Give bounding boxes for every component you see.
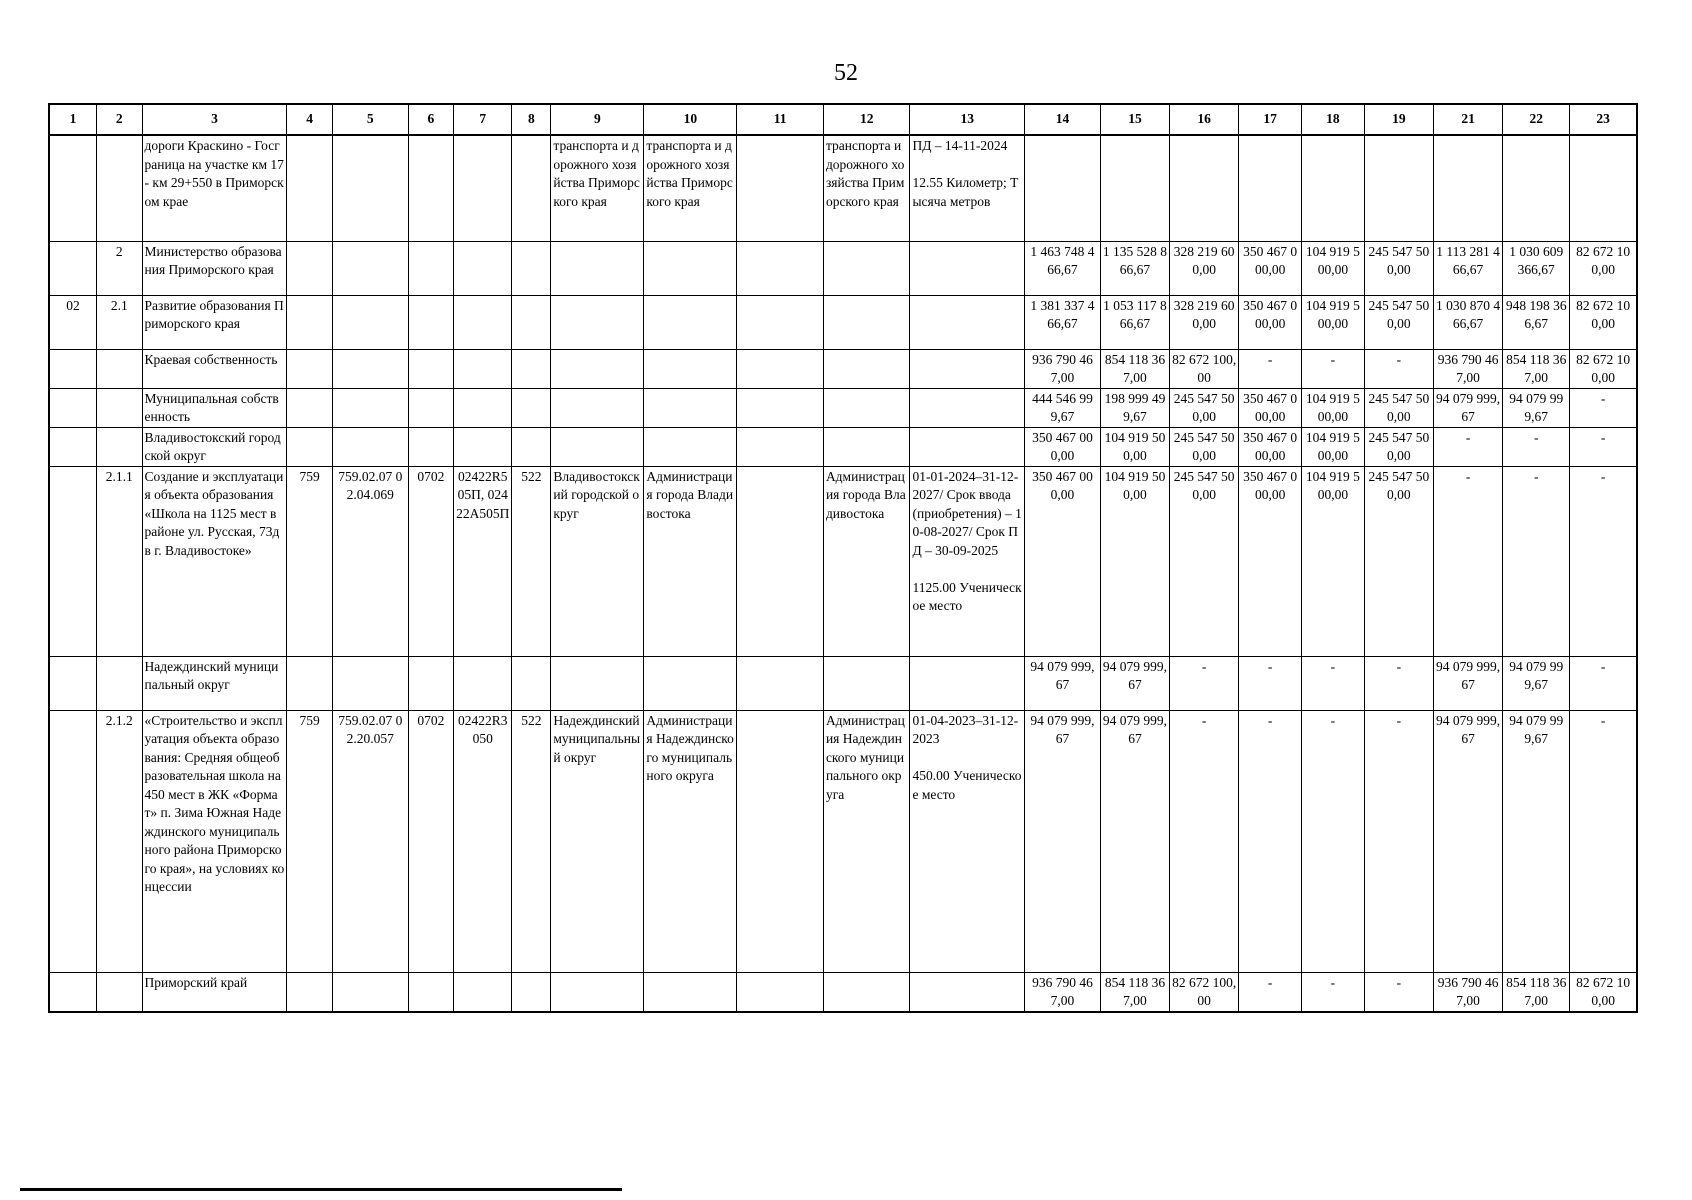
table-cell (408, 388, 453, 427)
table-cell (408, 135, 453, 241)
table-cell (644, 972, 737, 1012)
table-cell: 245 547 500,00 (1364, 241, 1433, 295)
table-cell: 759.02.07 02.20.057 (332, 710, 408, 972)
table-cell: 759 (287, 466, 332, 656)
table-cell (332, 972, 408, 1012)
table-cell (910, 972, 1025, 1012)
table-cell (97, 135, 142, 241)
table-cell: 328 219 600,00 (1170, 295, 1239, 349)
table-cell: - (1503, 427, 1570, 466)
table-cell: 0702 (408, 710, 453, 972)
table-cell: 936 790 467,00 (1433, 349, 1502, 388)
table-cell: - (1239, 656, 1302, 710)
table-cell: 444 546 999,67 (1025, 388, 1101, 427)
column-header: 3 (142, 104, 287, 135)
table-cell (454, 388, 512, 427)
table-cell (512, 295, 551, 349)
table-cell (551, 656, 644, 710)
table-cell: 01-01-2024–31-12-2027/ Срок ввода (приобретения) – 10-08-2027/ Срок ПД – 30-09-2025 1125.00 Ученическое место (910, 466, 1025, 656)
table-cell: - (1364, 349, 1433, 388)
header-row (49, 104, 1637, 135)
column-header: 12 (823, 104, 910, 135)
table-cell: 82 672 100,00 (1570, 972, 1637, 1012)
table-cell: Развитие образования Приморского края (142, 295, 287, 349)
table-cell: 245 547 500,00 (1364, 388, 1433, 427)
table-cell: 328 219 600,00 (1170, 241, 1239, 295)
table-cell (823, 388, 910, 427)
table-cell (512, 349, 551, 388)
table-cell (97, 388, 142, 427)
table-cell: 936 790 467,00 (1025, 972, 1101, 1012)
table-cell (408, 656, 453, 710)
table-cell: Министерство образования Приморского края (142, 241, 287, 295)
table-cell (454, 241, 512, 295)
table-cell (49, 427, 97, 466)
table-cell: «Строительство и эксплуатация объекта образования: Средняя общеобразовательная школа на 450 мест в ЖК «Формат» п. Зима Южная Надеждинского муниципального района Приморского края», на условиях концессии (142, 710, 287, 972)
table-cell (1503, 135, 1570, 241)
table-cell (737, 427, 824, 466)
table-cell: 198 999 499,67 (1100, 388, 1169, 427)
table-row (49, 135, 1637, 241)
column-header: 9 (551, 104, 644, 135)
table-cell (454, 972, 512, 1012)
table-cell: 104 919 500,00 (1100, 427, 1169, 466)
table-row (49, 295, 1637, 349)
table-cell (408, 241, 453, 295)
table-cell: 94 079 999,67 (1433, 388, 1502, 427)
table-cell: 350 467 000,00 (1239, 388, 1302, 427)
table-row (49, 710, 1637, 972)
table-cell (910, 427, 1025, 466)
table-cell: 936 790 467,00 (1433, 972, 1502, 1012)
table-cell (551, 972, 644, 1012)
table-cell: 2.1.2 (97, 710, 142, 972)
table-cell (910, 349, 1025, 388)
table-cell (551, 295, 644, 349)
table-cell (49, 349, 97, 388)
table-cell: Создание и эксплуатация объекта образования «Школа на 1125 мест в районе ул. Русская, 73д в г. Владивостоке» (142, 466, 287, 656)
table-cell: 350 467 000,00 (1025, 466, 1101, 656)
table-cell: 1 030 870 466,67 (1433, 295, 1502, 349)
table-cell: - (1570, 427, 1637, 466)
table-cell: 245 547 500,00 (1364, 295, 1433, 349)
program-table (48, 103, 1638, 1013)
table-cell (512, 135, 551, 241)
table-cell: 2.1.1 (97, 466, 142, 656)
table-cell: 522 (512, 466, 551, 656)
table-cell: 94 079 999,67 (1503, 656, 1570, 710)
table-cell (287, 388, 332, 427)
table-cell: - (1570, 388, 1637, 427)
table-cell: 94 079 999,67 (1100, 710, 1169, 972)
table-cell (512, 972, 551, 1012)
table-cell: 245 547 500,00 (1170, 427, 1239, 466)
table-cell (49, 466, 97, 656)
column-header: 15 (1100, 104, 1169, 135)
table-cell (49, 710, 97, 972)
column-header: 22 (1503, 104, 1570, 135)
table-cell: 522 (512, 710, 551, 972)
table-cell: - (1364, 972, 1433, 1012)
table-cell: 1 113 281 466,67 (1433, 241, 1502, 295)
table-cell (512, 241, 551, 295)
table-cell (551, 427, 644, 466)
table-cell (408, 349, 453, 388)
table-cell (823, 656, 910, 710)
table-row (49, 349, 1637, 388)
table-cell (551, 388, 644, 427)
table-cell (408, 972, 453, 1012)
table-cell: 02422R3050 (454, 710, 512, 972)
table-cell: 1 381 337 466,67 (1025, 295, 1101, 349)
table-cell (823, 427, 910, 466)
table-cell (737, 656, 824, 710)
table-cell (1025, 135, 1101, 241)
table-cell: - (1570, 656, 1637, 710)
column-header: 1 (49, 104, 97, 135)
table-cell: - (1170, 710, 1239, 972)
table-cell: 759 (287, 710, 332, 972)
table-cell: - (1239, 349, 1302, 388)
table-cell: - (1170, 656, 1239, 710)
table-cell (551, 349, 644, 388)
table-cell (332, 295, 408, 349)
table-cell: 94 079 999,67 (1433, 656, 1502, 710)
table-cell (332, 656, 408, 710)
table-cell (644, 427, 737, 466)
table-cell: - (1503, 466, 1570, 656)
table-cell: 02 (49, 295, 97, 349)
column-header: 6 (408, 104, 453, 135)
table-cell: 245 547 500,00 (1170, 388, 1239, 427)
table-cell (49, 241, 97, 295)
table-cell (97, 427, 142, 466)
column-header: 11 (737, 104, 824, 135)
table-cell (1302, 135, 1365, 241)
table-cell: - (1570, 466, 1637, 656)
table-cell: 82 672 100,00 (1170, 972, 1239, 1012)
table-cell (1100, 135, 1169, 241)
table-cell (332, 241, 408, 295)
table-row (49, 466, 1637, 656)
table-cell: Приморский край (142, 972, 287, 1012)
column-header: 8 (512, 104, 551, 135)
table-cell: 245 547 500,00 (1170, 466, 1239, 656)
table-cell: 759.02.07 02.04.069 (332, 466, 408, 656)
table-cell (823, 295, 910, 349)
table-cell: - (1239, 972, 1302, 1012)
table-cell: 02422R505П, 02422A505П (454, 466, 512, 656)
table-cell: 104 919 500,00 (1302, 466, 1365, 656)
table-cell: Владивостокский городской округ (142, 427, 287, 466)
column-header: 19 (1364, 104, 1433, 135)
table-cell (910, 295, 1025, 349)
table-cell (454, 295, 512, 349)
table-cell (332, 427, 408, 466)
table-cell: 94 079 999,67 (1025, 710, 1101, 972)
table-cell: - (1570, 710, 1637, 972)
table-cell (454, 349, 512, 388)
column-header: 21 (1433, 104, 1502, 135)
table-cell (332, 349, 408, 388)
table-cell (512, 427, 551, 466)
table-cell (823, 241, 910, 295)
table-cell: 104 919 500,00 (1302, 241, 1365, 295)
table-cell: дороги Краскино - Госграница на участке км 17 - км 29+550 в Приморском крае (142, 135, 287, 241)
table-cell (287, 135, 332, 241)
footer-rule (20, 1188, 622, 1191)
table-cell: - (1433, 466, 1502, 656)
table-cell: 854 118 367,00 (1100, 349, 1169, 388)
table-cell: 854 118 367,00 (1503, 972, 1570, 1012)
column-header: 10 (644, 104, 737, 135)
table-cell: 94 079 999,67 (1025, 656, 1101, 710)
table-cell: транспорта и дорожного хозяйства Приморского края (823, 135, 910, 241)
table-cell (551, 241, 644, 295)
table-cell: 350 467 000,00 (1239, 241, 1302, 295)
table-cell: 94 079 999,67 (1100, 656, 1169, 710)
table-cell: 245 547 500,00 (1364, 466, 1433, 656)
table-cell: 82 672 100,00 (1170, 349, 1239, 388)
table-cell (49, 135, 97, 241)
column-header: 16 (1170, 104, 1239, 135)
table-cell: - (1239, 710, 1302, 972)
table-cell (1239, 135, 1302, 241)
table-cell: - (1433, 427, 1502, 466)
table-cell (454, 135, 512, 241)
table-cell: 0702 (408, 466, 453, 656)
column-header: 13 (910, 104, 1025, 135)
table-cell: 1 463 748 466,67 (1025, 241, 1101, 295)
column-header: 4 (287, 104, 332, 135)
column-header: 5 (332, 104, 408, 135)
table-cell (910, 388, 1025, 427)
table-cell: ПД – 14-11-2024 12.55 Километр; Тысяча метров (910, 135, 1025, 241)
table-cell (49, 656, 97, 710)
table-cell: 82 672 100,00 (1570, 241, 1637, 295)
table-cell (287, 241, 332, 295)
table-cell (737, 349, 824, 388)
column-header: 7 (454, 104, 512, 135)
table-cell (287, 295, 332, 349)
table-cell: 245 547 500,00 (1364, 427, 1433, 466)
table-body (49, 135, 1637, 1012)
table-cell: - (1302, 972, 1365, 1012)
table-cell: 94 079 999,67 (1433, 710, 1502, 972)
table-row (49, 656, 1637, 710)
table-cell: 104 919 500,00 (1302, 295, 1365, 349)
table-cell (454, 427, 512, 466)
page-number: 52 (834, 60, 858, 86)
table-cell (644, 241, 737, 295)
table-cell: 854 118 367,00 (1503, 349, 1570, 388)
table-cell: 948 198 366,67 (1503, 295, 1570, 349)
table-cell (910, 656, 1025, 710)
table-header (49, 104, 1637, 135)
table-cell: 1 135 528 866,67 (1100, 241, 1169, 295)
table-cell (97, 656, 142, 710)
table-cell: 104 919 500,00 (1302, 427, 1365, 466)
table-cell: 104 919 500,00 (1100, 466, 1169, 656)
table-cell: 854 118 367,00 (1100, 972, 1169, 1012)
table-cell (737, 241, 824, 295)
table-cell (97, 349, 142, 388)
column-header: 2 (97, 104, 142, 135)
table-cell (644, 656, 737, 710)
table-cell (823, 972, 910, 1012)
table-cell (408, 427, 453, 466)
table-cell: Администрация Надеждинского муниципального округа (823, 710, 910, 972)
table-row (49, 388, 1637, 427)
table-cell: Краевая собственность (142, 349, 287, 388)
table-cell (332, 388, 408, 427)
table-cell (287, 427, 332, 466)
table-cell: транспорта и дорожного хозяйства Приморского края (551, 135, 644, 241)
table-cell: 82 672 100,00 (1570, 295, 1637, 349)
table-row (49, 427, 1637, 466)
table-cell (512, 656, 551, 710)
table-cell: 350 467 000,00 (1239, 427, 1302, 466)
table-cell (332, 135, 408, 241)
table-cell (737, 972, 824, 1012)
table-cell (512, 388, 551, 427)
table-cell (910, 241, 1025, 295)
table-cell (644, 349, 737, 388)
column-header: 23 (1570, 104, 1637, 135)
table-cell: 350 467 000,00 (1239, 295, 1302, 349)
table-cell: Администрация Надеждинского муниципального округа (644, 710, 737, 972)
table-cell (49, 972, 97, 1012)
table-cell: 01-04-2023–31-12-2023 450.00 Ученическое место (910, 710, 1025, 972)
table-cell: - (1364, 710, 1433, 972)
table-cell: 2 (97, 241, 142, 295)
table-cell (287, 972, 332, 1012)
table-cell: 350 467 000,00 (1239, 466, 1302, 656)
table-cell (97, 972, 142, 1012)
table-cell (737, 466, 824, 656)
table-cell: 350 467 000,00 (1025, 427, 1101, 466)
table-cell: Надеждинский муниципальный округ (142, 656, 287, 710)
table-cell: Муниципальная собственность (142, 388, 287, 427)
table-cell: 936 790 467,00 (1025, 349, 1101, 388)
table-cell (1364, 135, 1433, 241)
table-cell: 1 053 117 866,67 (1100, 295, 1169, 349)
table-cell: транспорта и дорожного хозяйства Приморского края (644, 135, 737, 241)
table-cell (408, 295, 453, 349)
table-cell: 1 030 609 366,67 (1503, 241, 1570, 295)
table-cell (1570, 135, 1637, 241)
table-cell: Администрация города Владивостока (823, 466, 910, 656)
table-cell (454, 656, 512, 710)
table-row (49, 972, 1637, 1012)
table-cell (1170, 135, 1239, 241)
table-cell: 94 079 999,67 (1503, 388, 1570, 427)
table-cell (737, 135, 824, 241)
table-cell: 82 672 100,00 (1570, 349, 1637, 388)
table-cell (737, 295, 824, 349)
table-cell: 2.1 (97, 295, 142, 349)
column-header: 17 (1239, 104, 1302, 135)
table-cell: - (1364, 656, 1433, 710)
column-header: 14 (1025, 104, 1101, 135)
table-cell: Администрация города Владивостока (644, 466, 737, 656)
table-cell (49, 388, 97, 427)
table-cell: 94 079 999,67 (1503, 710, 1570, 972)
table-cell (737, 710, 824, 972)
table-cell (644, 295, 737, 349)
table-cell: Владивостокский городской округ (551, 466, 644, 656)
table-cell: - (1302, 349, 1365, 388)
table-cell: Надеждинский муниципальный округ (551, 710, 644, 972)
column-header: 18 (1302, 104, 1365, 135)
table-cell (737, 388, 824, 427)
table-cell: 104 919 500,00 (1302, 388, 1365, 427)
table-row (49, 241, 1637, 295)
table-cell (644, 388, 737, 427)
table-cell (287, 349, 332, 388)
table-cell: - (1302, 710, 1365, 972)
table-cell: - (1302, 656, 1365, 710)
table-cell (1433, 135, 1502, 241)
table-cell (823, 349, 910, 388)
table-cell (287, 656, 332, 710)
